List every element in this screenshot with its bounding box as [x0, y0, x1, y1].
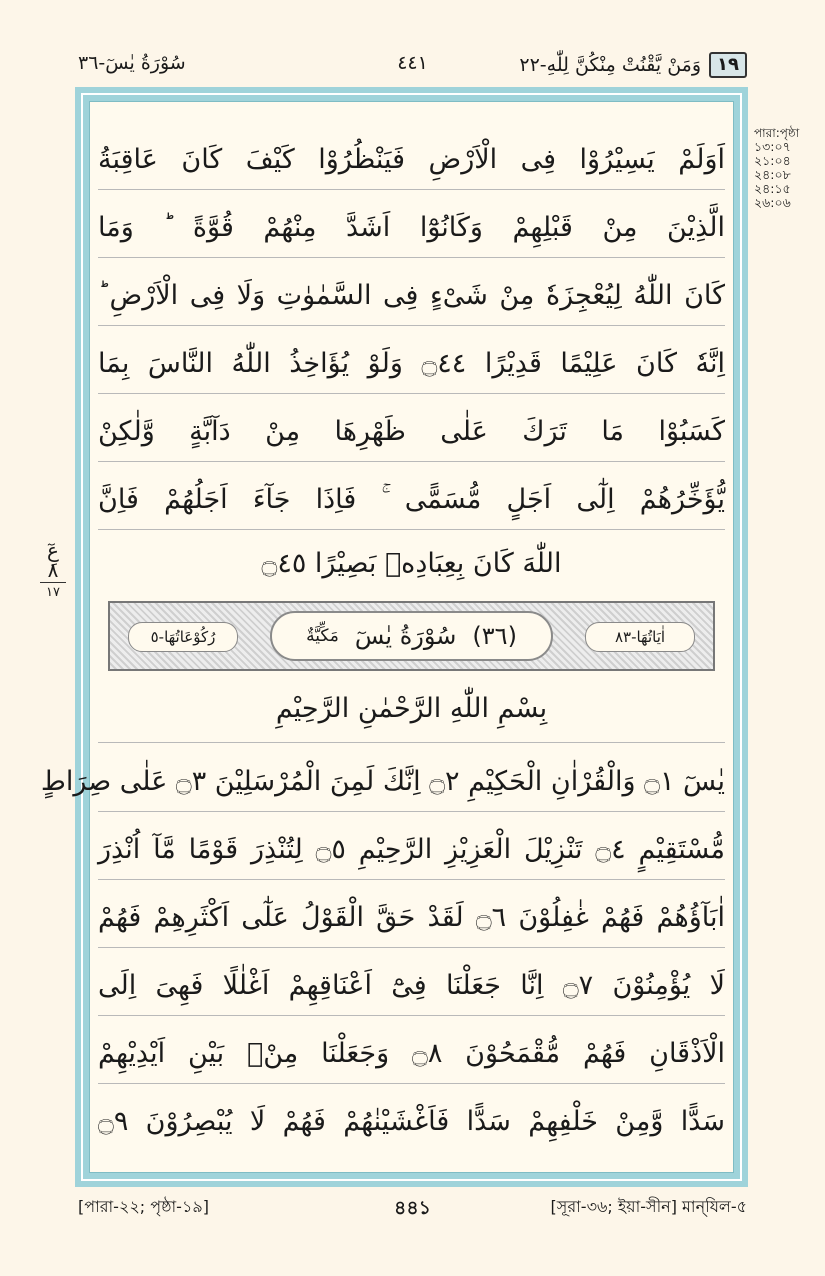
- verse-line: كَسَبُوْا مَا تَرَكَ عَلٰى ظَهْرِهَا مِنْ دَآبَّةٍ وَّلٰكِنْ: [98, 402, 725, 462]
- ruku-count: رُكُوْعَاتُهَا-٥: [128, 622, 238, 652]
- header-juz: [519, 52, 747, 78]
- header-page-number: ٤٤١: [397, 52, 428, 74]
- verse-line: اَوَلَمْ يَسِيْرُوْا فِى الْاَرْضِ فَيَنْظُرُوْا كَيْفَ كَانَ عَاقِبَةُ: [98, 130, 725, 190]
- ruku-marker: [40, 540, 66, 603]
- surah-title: سُوْرَةُ يٰسٓ: [354, 622, 457, 650]
- page-reference-item: ২৪:১৫: [754, 181, 791, 196]
- verse-line: يُّؤَخِّرُهُمْ اِلٰٓى اَجَلٍ مُّسَمًّى ۚ فَاِذَا جَآءَ اَجَلُهُمْ فَاِنَّ: [98, 470, 725, 530]
- ayat-count: اٰيَاتُهَا-٨٣: [585, 622, 695, 652]
- bismillah-divider: [98, 742, 725, 743]
- ruku-sub: ١٧: [40, 582, 66, 603]
- verse-line: الَّذِيْنَ مِنْ قَبْلِهِمْ وَكَانُوْٓا اَشَدَّ مِنْهُمْ قُوَّةً ؕ وَمَا: [98, 198, 725, 258]
- verse-line: اِنَّهٗ كَانَ عَلِيْمًا قَدِيْرًا ۝٤٤ وَلَوْ يُؤَاخِذُ اللّٰهُ النَّاسَ بِمَا: [98, 334, 725, 394]
- page-reference-list: [754, 126, 799, 210]
- verse-line: مُّسْتَقِيْمٍ ۝٤ تَنْزِيْلَ الْعَزِيْزِ الرَّحِيْمِ ۝٥ لِتُنْذِرَ قَوْمًا مَّآ اُنْذِرَ: [98, 820, 725, 880]
- page-reference-item: ২১:০৪: [754, 153, 791, 168]
- surah-type: مَكِّيَّةٌ: [306, 626, 339, 646]
- page-reference-item: ১৩:০৭: [754, 139, 791, 154]
- footer-para-ref: [পারা-২২; পৃষ্ঠা-১৯]: [78, 1197, 209, 1216]
- surah-number: (٣٦): [472, 622, 517, 650]
- verse-line: سَدًّا وَّمِنْ خَلْفِهِمْ سَدًّا فَاَغْشَيْنٰهُمْ فَهُمْ لَا يُبْصِرُوْنَ ۝٩: [98, 1106, 725, 1137]
- verse-line: كَانَ اللّٰهُ لِيُعْجِزَهٗ مِنْ شَیْءٍ فِى السَّمٰوٰتِ وَلَا فِى الْاَرْضِ ؕ: [98, 266, 725, 326]
- bismillah: بِسْمِ اللّٰهِ الرَّحْمٰنِ الرَّحِيْمِ: [275, 693, 548, 724]
- page-reference-item: ২৪:০৮: [754, 167, 791, 182]
- page-reference-item: ২৬:০৬: [754, 195, 791, 210]
- footer-page-number: ৪৪১: [394, 1197, 431, 1219]
- verse-line: الْاَذْقَانِ فَهُمْ مُّقْمَحُوْنَ ۝٨ وَجَعَلْنَا مِنْۢ بَيْنِ اَيْدِيْهِمْ: [98, 1024, 725, 1084]
- ruku-number: ٨: [47, 558, 59, 582]
- ruku-symbol: عِٓ: [47, 538, 59, 562]
- juz-badge: ١٩: [709, 52, 747, 78]
- verse-line: يٰسٓ ۝١ وَالْقُرْاٰنِ الْحَكِيْمِ ۝٢ اِنَّكَ لَمِنَ الْمُرْسَلِيْنَ ۝٣ عَلٰى صِرَاطٍ: [98, 752, 725, 812]
- surah-header-banner: [108, 601, 715, 671]
- verse-line: اٰبَآؤُهُمْ فَهُمْ غٰفِلُوْنَ ۝٦ لَقَدْ حَقَّ الْقَوْلُ عَلٰٓى اَكْثَرِهِمْ فَهُمْ: [98, 888, 725, 948]
- page-reference-title: পারা:পৃষ্ঠা: [754, 126, 800, 140]
- footer-surah-ref: [সূরা-৩৬; ইয়া-সীন] মান্‌যিল-৫: [550, 1197, 747, 1216]
- header-surah-name: سُوْرَةُ يٰسٓ-٣٦: [78, 52, 186, 74]
- verse-line-final: اللّٰهَ كَانَ بِعِبَادِهٖ بَصِيْرًا ۝٤٥: [261, 548, 562, 579]
- juz-label: وَمَنْ يَّقْنُتْ مِنْكُنَّ لِلّٰهِ-٢٢: [519, 54, 702, 76]
- verse-line: لَا يُؤْمِنُوْنَ ۝٧ اِنَّا جَعَلْنَا فِىْٓ اَعْنَاقِهِمْ اَغْلٰلًا فَهِىَ اِلَى: [98, 956, 725, 1016]
- surah-title-box: [270, 611, 553, 661]
